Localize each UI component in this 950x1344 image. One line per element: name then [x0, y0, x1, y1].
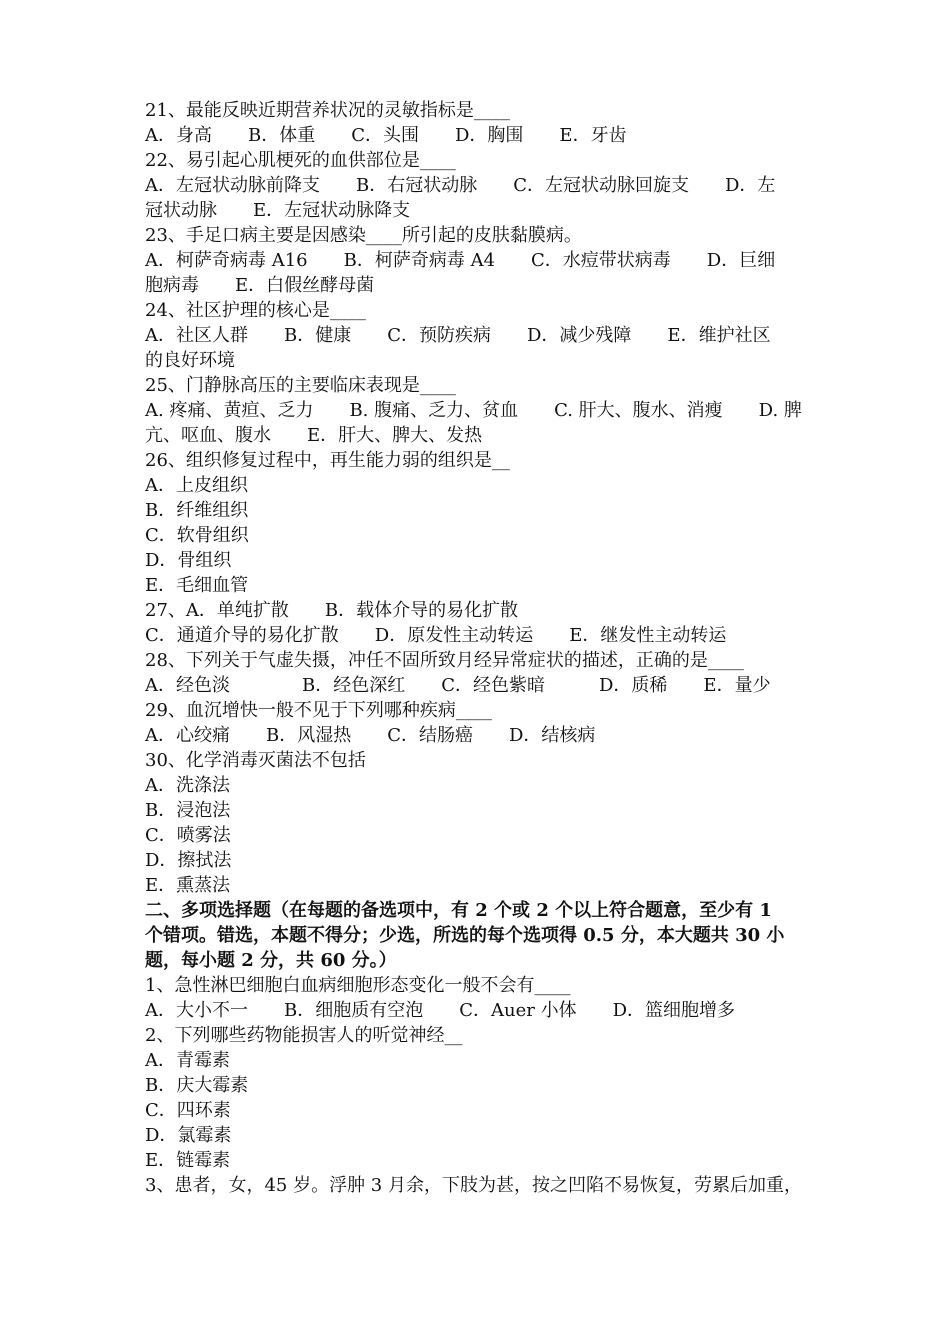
question-30-option-d: D．擦拭法 [145, 850, 232, 871]
question-25-stem: 25、门静脉高压的主要临床表现是____ [145, 375, 456, 396]
question-26-option-b: B．纤维组织 [145, 500, 249, 521]
mc-question-2-option-e: E．链霉素 [145, 1150, 231, 1171]
question-30-option-a: A．洗涤法 [145, 775, 230, 796]
question-29-stem: 29、血沉增快一般不见于下列哪种疾病____ [145, 700, 492, 721]
question-24-stem: 24、社区护理的核心是____ [145, 300, 366, 321]
question-22-options-cont: 冠状动脉 E．左冠状动脉降支 [145, 200, 411, 221]
mc-question-1-stem: 1、急性淋巴细胞白血病细胞形态变化一般不会有____ [145, 975, 571, 996]
question-26-option-a: A．上皮组织 [145, 475, 248, 496]
question-21-stem: 21、最能反映近期营养状况的灵敏指标是____ [145, 100, 510, 121]
mc-question-2-option-a: A．青霉素 [145, 1050, 230, 1071]
question-29-options: A．心绞痛 B．风湿热 C．结肠癌 D．结核病 [145, 725, 596, 746]
question-28-stem: 28、下列关于气虚失摄，冲任不固所致月经异常症状的描述，正确的是____ [145, 650, 744, 671]
mc-question-2-option-c: C．四环素 [145, 1100, 231, 1121]
question-21-options: A．身高 B．体重 C．头围 D．胸围 E．牙齿 [145, 125, 627, 146]
question-30-option-b: B．浸泡法 [145, 800, 231, 821]
question-27-options: C．通道介导的易化扩散 D．原发性主动转运 E．继发性主动转运 [145, 625, 727, 646]
question-23-stem: 23、手足口病主要是因感染____所引起的皮肤黏膜病。 [145, 225, 582, 246]
question-30-option-c: C．喷雾法 [145, 825, 231, 846]
mc-question-2-stem: 2、下列哪些药物能损害人的听觉神经__ [145, 1025, 463, 1046]
question-28-options: A．经色淡 B．经色深红 C．经色紫暗 D．质稀 E．量少 [145, 675, 771, 696]
question-23-options-cont: 胞病毒 E．白假丝酵母菌 [145, 275, 375, 296]
page-content [145, 98, 810, 1198]
question-23-options: A．柯萨奇病毒 A16 B．柯萨奇病毒 A4 C．水痘带状病毒 D．巨细 [145, 250, 776, 271]
question-25-options: A. 疼痛、黄疸、乏力 B. 腹痛、乏力、贫血 C. 肝大、腹水、消瘦 D. 脾 [145, 400, 802, 421]
question-30-option-e: E．熏蒸法 [145, 875, 231, 896]
section-heading-cont-1: 个错项。错选，本题不得分；少选，所选的每个选项得 0.5 分，本大题共 30 小 [145, 925, 785, 946]
mc-question-2-option-b: B．庆大霉素 [145, 1075, 249, 1096]
question-30-stem: 30、化学消毒灭菌法不包括 [145, 750, 366, 771]
mc-question-2-option-d: D．氯霉素 [145, 1125, 232, 1146]
question-27-stem: 27、A．单纯扩散 B．载体介导的易化扩散 [145, 600, 519, 621]
question-22-options: A．左冠状动脉前降支 B．右冠状动脉 C．左冠状动脉回旋支 D．左 [145, 175, 776, 196]
section-heading-multiple-choice: 二、多项选择题（在每题的备选项中，有 2 个或 2 个以上符合题意，至少有 1 [145, 900, 772, 921]
question-26-option-d: D．骨组织 [145, 550, 232, 571]
section-heading-cont-2: 题，每小题 2 分，共 60 分。） [145, 950, 397, 971]
question-24-options: A．社区人群 B．健康 C．预防疾病 D．减少残障 E．维护社区 [145, 325, 771, 346]
mc-question-1-options: A．大小不一 B．细胞质有空泡 C．Auer 小体 D．篮细胞增多 [145, 1000, 735, 1021]
question-24-options-cont: 的良好环境 [145, 350, 235, 371]
question-26-stem: 26、组织修复过程中，再生能力弱的组织是__ [145, 450, 510, 471]
mc-question-3-stem: 3、患者，女，45 岁。浮肿 3 月余，下肢为甚，按之凹陷不易恢复，劳累后加重， [145, 1175, 802, 1196]
question-22-stem: 22、易引起心肌梗死的血供部位是____ [145, 150, 456, 171]
question-26-option-c: C．软骨组织 [145, 525, 249, 546]
question-26-option-e: E．毛细血管 [145, 575, 249, 596]
question-25-options-cont: 亢、呕血、腹水 E．肝大、脾大、发热 [145, 425, 483, 446]
